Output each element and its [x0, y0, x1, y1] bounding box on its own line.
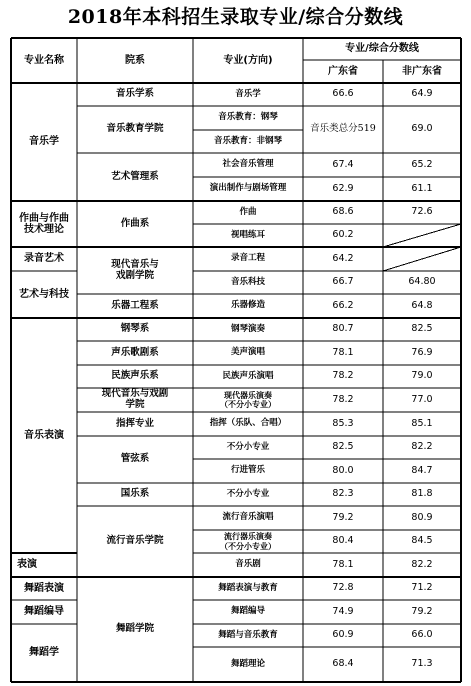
direction-cell: 不分小专业: [226, 441, 270, 452]
major-name: 表演: [17, 559, 37, 571]
non-guangdong-score: 84.5: [411, 535, 433, 547]
non-guangdong-score: 82.2: [411, 558, 433, 570]
direction-cell: 社会音乐管理: [222, 159, 274, 170]
non-guangdong-score: [383, 247, 461, 271]
non-guangdong-score: 72.6: [411, 206, 433, 218]
direction-cell: 作曲: [239, 206, 257, 217]
guangdong-score: 82.5: [332, 441, 354, 453]
header-dept: 院系: [125, 54, 145, 66]
guangdong-score: 72.8: [332, 582, 354, 594]
direction-cell: 指挥（乐队、合唱）: [209, 418, 287, 429]
direction-cell: 舞蹈表演与教育: [218, 582, 278, 593]
dept-name: 声乐歌剧系: [111, 346, 159, 358]
header-major: 专业名称: [24, 54, 64, 66]
guangdong-score: 62.9: [332, 182, 354, 194]
non-guangdong-score: 61.1: [411, 182, 433, 194]
major-name: 作曲与作曲 技术理论: [19, 212, 69, 235]
guangdong-score: 68.4: [332, 658, 354, 670]
non-guangdong-score: 64.80: [408, 276, 436, 288]
dept-name: 艺术管理系: [111, 170, 159, 182]
page-title: 2018年本科招生录取专业/综合分数线: [67, 6, 404, 28]
non-guangdong-score: 76.9: [411, 346, 433, 358]
major-name: 舞蹈学: [29, 647, 59, 659]
dept-name: 管弦系: [120, 453, 150, 465]
dept-name: 民族声乐系: [111, 370, 159, 382]
direction-cell: 音乐教育：钢琴: [218, 112, 278, 123]
non-guangdong-score: 82.5: [411, 323, 433, 335]
dept-name: 现代音乐与戏剧 学院: [101, 388, 169, 410]
non-guangdong-score: 85.1: [411, 417, 433, 429]
dept-name: 现代音乐与 戏剧学院: [111, 258, 159, 281]
direction-cell: 行进管乐: [230, 465, 265, 476]
direction-cell: 美声演唱: [230, 347, 265, 358]
major-name: 艺术与科技: [19, 288, 69, 300]
guangdong-score: 60.2: [332, 229, 354, 241]
dept-name: 音乐教育学院: [106, 123, 164, 135]
direction-cell: 现代器乐演奏 （不分小专业）: [220, 390, 276, 409]
dept-name: 国乐系: [120, 488, 150, 500]
direction-cell: 视唱练耳: [230, 229, 265, 240]
direction-cell: 录音工程: [230, 253, 265, 264]
guangdong-score: 67.4: [332, 158, 354, 170]
major-name: 舞蹈表演: [24, 582, 64, 594]
direction-cell: 音乐剧: [235, 559, 261, 570]
direction-cell: 演出制作与剧场管理: [209, 183, 287, 194]
guangdong-score: 74.9: [332, 605, 354, 617]
major-name: 舞蹈编导: [24, 606, 64, 618]
guangdong-score: 78.2: [332, 370, 354, 382]
dept-name: 指挥专业: [115, 417, 154, 429]
header-non-guangdong: 非广东省: [402, 65, 442, 77]
guangdong-score: 64.2: [332, 252, 354, 264]
dept-name: 音乐学系: [115, 88, 154, 100]
dept-name: 舞蹈学院: [115, 623, 154, 635]
direction-cell: 乐器修造: [230, 300, 265, 311]
direction-cell: 舞蹈与音乐教育: [218, 629, 278, 640]
guangdong-score: 85.3: [332, 417, 354, 429]
non-guangdong-score: 77.0: [411, 393, 433, 405]
dept-name: 乐器工程系: [111, 299, 159, 311]
non-guangdong-score: 81.8: [411, 488, 433, 500]
major-name: 音乐学: [29, 136, 59, 148]
header-direction: 专业(方向): [223, 54, 273, 66]
music-edu-total-score: 音乐类总分519: [310, 123, 376, 135]
guangdong-score: 80.7: [332, 323, 354, 335]
non-guangdong-score: 82.2: [411, 441, 433, 453]
non-guangdong-score: 71.3: [411, 658, 433, 670]
guangdong-score: 82.3: [332, 488, 354, 500]
guangdong-score: 80.0: [332, 464, 354, 476]
guangdong-score: 66.6: [332, 88, 354, 100]
non-guangdong-score: 71.2: [411, 582, 433, 594]
non-guangdong-score: 64.9: [411, 88, 433, 100]
non-guangdong-score: 64.8: [411, 299, 433, 311]
guangdong-score: 66.2: [332, 299, 354, 311]
non-guangdong-score: 65.2: [411, 158, 433, 170]
direction-cell: 不分小专业: [226, 488, 270, 499]
direction-cell: 舞蹈理论: [230, 658, 265, 669]
guangdong-score: 60.9: [332, 629, 354, 641]
direction-cell: 流行器乐演奏 （不分小专业）: [220, 532, 276, 551]
direction-cell: 音乐科技: [230, 276, 265, 287]
guangdong-score: 68.6: [332, 206, 354, 218]
guangdong-score: 78.1: [332, 346, 354, 358]
non-guangdong-score: 69.0: [411, 123, 433, 135]
direction-cell: 舞蹈编导: [230, 606, 265, 617]
guangdong-score: 66.7: [332, 276, 354, 288]
direction-cell: 钢琴演奏: [230, 323, 265, 334]
dept-name: 钢琴系: [120, 323, 150, 335]
non-guangdong-score: 79.0: [411, 370, 433, 382]
guangdong-score: 79.2: [332, 511, 354, 523]
direction-cell: 流行音乐演唱: [222, 512, 274, 523]
dept-name: 作曲系: [120, 217, 150, 229]
non-guangdong-score: [383, 224, 461, 247]
direction-cell: 音乐教育：非钢琴: [213, 135, 282, 146]
direction-cell: 音乐学: [235, 88, 261, 99]
non-guangdong-score: 79.2: [411, 605, 433, 617]
non-guangdong-score: 84.7: [411, 464, 433, 476]
guangdong-score: 80.4: [332, 535, 354, 547]
major-name: 音乐表演: [24, 429, 64, 441]
guangdong-score: 78.1: [332, 558, 354, 570]
direction-cell: 民族声乐演唱: [222, 370, 274, 381]
major-name: 录音艺术: [24, 253, 64, 265]
guangdong-score: 78.2: [332, 393, 354, 405]
header-guangdong: 广东省: [328, 65, 358, 77]
dept-name: 流行音乐学院: [106, 535, 164, 547]
non-guangdong-score: 80.9: [411, 511, 433, 523]
header-score: 专业/综合分数线: [345, 43, 419, 55]
non-guangdong-score: 66.0: [411, 629, 433, 641]
